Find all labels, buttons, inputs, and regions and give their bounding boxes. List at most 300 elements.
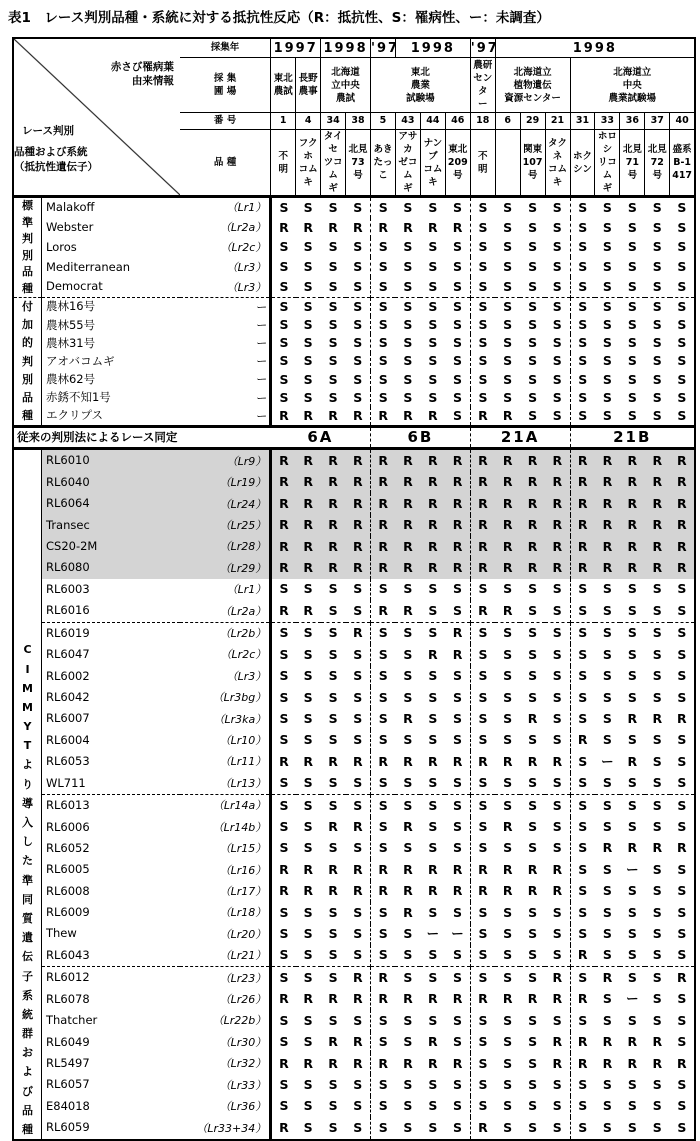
reaction-cell: S	[677, 581, 687, 597]
reaction-cell: S	[528, 732, 538, 748]
reaction-cell: R	[570, 449, 595, 472]
reaction-cell: R	[328, 861, 338, 877]
reaction-cell: S	[503, 371, 513, 387]
year-cell: '97	[470, 38, 495, 58]
reaction-cell: S	[470, 622, 495, 644]
reaction-cell: R	[652, 710, 663, 726]
table-row	[13, 472, 695, 493]
reaction-cell: S	[528, 389, 538, 405]
reaction-cell: R	[652, 1055, 663, 1071]
reaction-cell: R	[545, 967, 570, 989]
reaction-cell: S	[602, 883, 612, 899]
reaction-cell: S	[346, 334, 371, 352]
resistance-gene: （Lr13）	[180, 773, 271, 795]
variety-cell: フクホ コムキ	[296, 130, 321, 197]
reaction-cell: R	[428, 753, 438, 769]
reaction-cell: S	[328, 581, 338, 597]
reaction-cell: S	[303, 353, 313, 369]
reaction-cell: S	[395, 795, 420, 817]
group-label: 付 加 的 判 別 品 種	[13, 298, 41, 427]
reaction-cell: R	[303, 861, 313, 877]
reaction-cell: S	[578, 389, 588, 405]
reaction-cell: S	[578, 1012, 588, 1028]
reaction-cell: S	[677, 219, 687, 235]
reaction-cell: S	[279, 1012, 289, 1028]
reaction-cell: R	[527, 991, 538, 1007]
reaction-cell: S	[371, 622, 396, 644]
reaction-cell: S	[428, 1119, 438, 1135]
variety-cell: ナンブ コムキ	[420, 130, 445, 197]
reaction-cell: S	[378, 646, 388, 662]
reaction-cell: S	[578, 861, 588, 877]
table-row	[13, 773, 695, 795]
variety-cell: 北見 73 号	[346, 130, 371, 197]
reaction-cell: S	[445, 1032, 470, 1053]
resistance-gene: （Lr3ka）	[180, 708, 271, 729]
reaction-cell: S	[627, 407, 637, 423]
reaction-cell: S	[503, 259, 513, 275]
reaction-cell: S	[403, 732, 413, 748]
reaction-cell: S	[378, 581, 388, 597]
reaction-cell: S	[627, 335, 637, 351]
table-row	[13, 644, 695, 665]
reaction-cell: R	[296, 536, 321, 557]
table-row	[13, 579, 695, 600]
cultivar-name: RL6003	[45, 581, 90, 596]
reaction-cell: R	[645, 493, 670, 514]
reaction-cell: R	[328, 883, 338, 899]
reaction-cell: R	[403, 219, 413, 235]
reaction-cell: R	[502, 883, 513, 899]
reaction-cell: R	[652, 1034, 663, 1050]
reaction-cell: R	[627, 753, 638, 769]
reaction-cell: S	[545, 600, 570, 622]
reaction-cell: S	[578, 668, 588, 684]
reaction-cell: R	[346, 515, 371, 536]
resistance-gene: （Lr3）	[180, 666, 271, 687]
reaction-cell: S	[403, 1012, 413, 1028]
reaction-cell: S	[346, 924, 371, 945]
reaction-cell: S	[395, 298, 420, 317]
reaction-cell: S	[677, 819, 687, 835]
reaction-cell: S	[602, 668, 612, 684]
reaction-cell: S	[602, 947, 612, 963]
reaction-cell: S	[602, 775, 612, 791]
race-cell: 21A	[470, 427, 570, 449]
reaction-cell: S	[445, 407, 470, 427]
cultivar-name: アオバコムギ	[45, 353, 115, 368]
resistance-gene: （Lr15）	[180, 838, 271, 859]
reaction-cell: S	[328, 1119, 338, 1135]
resistance-gene: （Lr2c）	[180, 644, 271, 665]
table-row	[13, 989, 695, 1010]
years-row	[13, 38, 695, 58]
reaction-cell: R	[271, 558, 296, 579]
reaction-cell: R	[502, 602, 513, 618]
cultivar-name: 赤銹不知1号	[45, 390, 111, 405]
reaction-cell: R	[445, 218, 470, 238]
reaction-cell: R	[271, 449, 296, 472]
reaction-cell: S	[645, 967, 670, 989]
reaction-cell: S	[420, 967, 445, 989]
reaction-cell: S	[503, 710, 513, 726]
reaction-cell: S	[545, 389, 570, 407]
cultivar-name: RL6080	[41, 558, 179, 579]
reaction-cell: S	[445, 817, 470, 838]
reaction-cell: S	[503, 947, 513, 963]
reaction-cell: S	[578, 602, 588, 618]
reaction-cell: S	[528, 775, 538, 791]
reaction-cell: S	[652, 753, 662, 769]
reaction-cell: S	[677, 371, 687, 387]
number-cell: 38	[346, 113, 371, 130]
reaction-cell: S	[602, 904, 612, 920]
reaction-cell: R	[321, 515, 346, 536]
reaction-cell: R	[346, 558, 371, 579]
reaction-cell: S	[303, 925, 313, 941]
reaction-cell: S	[328, 1012, 338, 1028]
race-cell: 6B	[371, 427, 471, 449]
reaction-cell: S	[279, 259, 289, 275]
reaction-cell: S	[677, 1034, 687, 1050]
cultivar-name: Mediterranean	[45, 259, 131, 274]
reaction-cell: R	[279, 861, 289, 877]
reaction-cell: R	[502, 991, 513, 1007]
reaction-cell: R	[470, 449, 495, 472]
reaction-cell: R	[403, 753, 413, 769]
reaction-cell: S	[346, 298, 371, 317]
reaction-cell: S	[303, 259, 313, 275]
reaction-cell: R	[670, 449, 695, 472]
reaction-cell: R	[570, 536, 595, 557]
cultivar-name: RL6078	[45, 991, 90, 1006]
table-row	[13, 493, 695, 514]
reaction-cell: R	[346, 449, 371, 472]
reaction-cell: S	[677, 689, 687, 705]
table-row	[13, 257, 695, 277]
reaction-cell: S	[478, 819, 488, 835]
reaction-cell: S	[328, 259, 338, 275]
reaction-cell: R	[378, 991, 389, 1007]
resistance-gene: （Lr24）	[180, 493, 271, 514]
site-cell: 東北 農業 試験場	[371, 58, 471, 113]
reaction-cell: S	[677, 602, 687, 618]
table-caption: 表1 レース判別品種・系統に対する抵抗性反応（R：抵抗性、S：罹病性、ー：未調査）	[8, 10, 550, 26]
reaction-cell: S	[445, 371, 470, 389]
cultivar-name: RL6013	[41, 795, 179, 817]
reaction-cell: ー	[426, 925, 440, 941]
reaction-cell: R	[296, 472, 321, 493]
reaction-cell: R	[279, 407, 289, 423]
table-row	[13, 1117, 695, 1140]
reaction-cell: S	[378, 689, 388, 705]
reaction-cell: S	[279, 371, 289, 387]
reaction-cell: S	[428, 335, 438, 351]
reaction-cell: S	[652, 389, 662, 405]
cultivar-name: WL711	[45, 775, 86, 790]
reaction-cell: R	[279, 1055, 289, 1071]
reaction-cell: R	[645, 558, 670, 579]
reaction-cell: S	[346, 197, 371, 218]
resistance-gene: （Lr29）	[180, 558, 271, 579]
reaction-cell: R	[371, 515, 396, 536]
reaction-cell: S	[677, 646, 687, 662]
reaction-cell: S	[520, 795, 545, 817]
variety-cell: タクネ コムキ	[545, 130, 570, 197]
table-row	[13, 277, 695, 297]
reaction-cell: S	[328, 732, 338, 748]
reaction-cell: R	[495, 536, 520, 557]
reaction-cell: S	[303, 1076, 313, 1092]
reaction-cell: R	[346, 472, 371, 493]
reaction-cell: S	[528, 278, 538, 294]
reaction-cell: R	[403, 1055, 413, 1071]
reaction-cell: S	[528, 840, 538, 856]
reaction-cell: S	[346, 1074, 371, 1095]
reaction-cell: S	[445, 945, 470, 967]
cultivar-name: RL6002	[45, 668, 90, 683]
resistance-gene: ー	[180, 298, 271, 317]
reaction-cell: S	[428, 819, 438, 835]
reaction-cell: S	[627, 219, 637, 235]
reaction-cell: R	[520, 536, 545, 557]
table-row	[13, 945, 695, 967]
reaction-cell: S	[478, 353, 488, 369]
reaction-cell: S	[378, 1012, 388, 1028]
variety-label: 品 種	[180, 130, 271, 197]
reaction-cell: S	[627, 947, 637, 963]
table-row	[13, 449, 695, 472]
reaction-cell: R	[428, 861, 438, 877]
reaction-cell: S	[378, 389, 388, 405]
reaction-cell: R	[303, 407, 313, 423]
reaction-cell: R	[545, 1032, 570, 1053]
reaction-cell: S	[495, 795, 520, 817]
reaction-cell: S	[570, 197, 595, 218]
reaction-cell: S	[378, 1076, 388, 1092]
reaction-cell: S	[279, 1076, 289, 1092]
reaction-cell: S	[652, 1076, 662, 1092]
resistance-gene: ー	[180, 316, 271, 334]
reaction-cell: S	[528, 947, 538, 963]
reaction-cell: S	[403, 371, 413, 387]
reaction-cell: S	[545, 334, 570, 352]
reaction-cell: R	[378, 1055, 389, 1071]
reaction-cell: S	[303, 335, 313, 351]
reaction-cell: S	[428, 904, 438, 920]
cultivar-name: RL6064	[41, 493, 179, 514]
number-cell: 34	[321, 113, 346, 130]
reaction-cell: S	[520, 197, 545, 218]
resistance-gene: （Lr14b）	[180, 817, 271, 838]
reaction-cell: R	[495, 558, 520, 579]
resistance-gene: （Lr30）	[180, 1032, 271, 1053]
reaction-cell: R	[371, 967, 396, 989]
reaction-cell: S	[602, 259, 612, 275]
reaction-cell: S	[578, 407, 588, 423]
reaction-cell: S	[602, 389, 612, 405]
reaction-cell: R	[595, 558, 620, 579]
reaction-cell: R	[527, 883, 538, 899]
reaction-cell: S	[520, 298, 545, 317]
reaction-cell: R	[403, 904, 413, 920]
reaction-cell: S	[602, 646, 612, 662]
reaction-cell: R	[478, 602, 488, 618]
reaction-cell: S	[303, 581, 313, 597]
reaction-cell: S	[652, 1012, 662, 1028]
resistance-gene: （Lr1）	[180, 579, 271, 600]
reaction-cell: S	[503, 1119, 513, 1135]
reaction-cell: R	[321, 493, 346, 514]
reaction-cell: S	[321, 298, 346, 317]
reaction-cell: S	[602, 710, 612, 726]
reaction-cell: S	[428, 775, 438, 791]
variety-cell: アサカ ゼコム ギ	[395, 130, 420, 197]
reaction-cell: S	[652, 925, 662, 941]
reaction-cell: S	[652, 602, 662, 618]
resistance-gene: （Lr9）	[180, 449, 271, 472]
reaction-cell: R	[545, 536, 570, 557]
reaction-cell: S	[677, 991, 687, 1007]
reaction-cell: S	[328, 389, 338, 405]
reaction-cell: R	[470, 536, 495, 557]
reaction-cell: S	[279, 710, 289, 726]
reaction-cell: ー	[601, 753, 614, 769]
reaction-cell: S	[570, 795, 595, 817]
reaction-cell: S	[420, 298, 445, 317]
resistance-gene: （Lr23）	[180, 967, 271, 989]
reaction-cell: S	[652, 335, 662, 351]
reaction-cell: S	[677, 904, 687, 920]
reaction-cell: S	[503, 219, 513, 235]
variety-cell: 不 明	[470, 130, 495, 197]
reaction-cell: S	[403, 259, 413, 275]
resistance-gene: （Lr36）	[180, 1096, 271, 1117]
reaction-cell: R	[502, 407, 513, 423]
reaction-cell: R	[346, 1032, 371, 1053]
resistance-gene: （Lr16）	[180, 859, 271, 880]
reaction-cell: R	[645, 449, 670, 472]
reaction-cell: S	[403, 317, 413, 333]
resistance-gene: （Lr25）	[180, 515, 271, 536]
reaction-cell: S	[478, 775, 488, 791]
reaction-cell: R	[627, 1055, 638, 1071]
reaction-cell: S	[602, 353, 612, 369]
reaction-cell: S	[279, 278, 289, 294]
reaction-cell: R	[677, 710, 687, 726]
reaction-cell: R	[445, 558, 470, 579]
reaction-cell: S	[378, 259, 388, 275]
reaction-cell: R	[279, 1119, 289, 1135]
reaction-cell: S	[328, 371, 338, 387]
reaction-cell: S	[279, 581, 289, 597]
reaction-cell: S	[495, 967, 520, 989]
reaction-cell: S	[545, 316, 570, 334]
table-row	[13, 687, 695, 708]
reaction-cell: S	[346, 353, 371, 371]
reaction-cell: R	[303, 991, 313, 1007]
reaction-cell: S	[652, 991, 662, 1007]
number-cell: 6	[495, 113, 520, 130]
reaction-cell: S	[627, 1076, 637, 1092]
reaction-cell: S	[428, 389, 438, 405]
reaction-cell: S	[677, 861, 687, 877]
reaction-cell: S	[652, 689, 662, 705]
race-identification-label: 従来の判別法によるレース同定	[13, 427, 271, 449]
reaction-cell: S	[652, 581, 662, 597]
reaction-cell: R	[271, 536, 296, 557]
reaction-cell: R	[279, 991, 289, 1007]
reaction-cell: S	[478, 646, 488, 662]
reaction-cell: S	[279, 335, 289, 351]
reaction-cell: S	[279, 389, 289, 405]
reaction-cell: S	[428, 602, 438, 618]
reaction-cell: S	[478, 732, 488, 748]
reaction-cell: S	[545, 687, 570, 708]
reaction-cell: R	[346, 622, 371, 644]
reaction-cell: S	[403, 775, 413, 791]
reaction-cell: S	[652, 239, 662, 255]
reaction-cell: S	[652, 278, 662, 294]
reaction-cell: S	[528, 925, 538, 941]
reaction-cell: R	[346, 817, 371, 838]
reaction-cell: S	[478, 925, 488, 941]
reaction-cell: S	[428, 278, 438, 294]
reaction-cell: S	[503, 335, 513, 351]
reaction-cell: S	[602, 1076, 612, 1092]
reaction-cell: S	[428, 259, 438, 275]
reaction-cell: R	[271, 515, 296, 536]
reaction-cell: S	[627, 317, 637, 333]
site-cell: 北海道 立中央 農試	[321, 58, 371, 113]
reaction-cell: R	[470, 515, 495, 536]
reaction-cell: S	[478, 947, 488, 963]
reaction-cell: S	[428, 1076, 438, 1092]
number-cell: 5	[371, 113, 396, 130]
reaction-cell: S	[296, 197, 321, 218]
reaction-cell: S	[627, 775, 637, 791]
reaction-cell: S	[652, 259, 662, 275]
reaction-cell: S	[346, 371, 371, 389]
reaction-cell: R	[303, 219, 313, 235]
reaction-cell: R	[346, 407, 371, 427]
reaction-cell: S	[528, 1055, 538, 1071]
cultivar-name: Thatcher	[45, 1013, 98, 1028]
reaction-cell: S	[328, 947, 338, 963]
race-cell: 21B	[570, 427, 695, 449]
reaction-cell: S	[445, 795, 470, 817]
reaction-cell: S	[677, 1119, 687, 1135]
reaction-cell: S	[578, 646, 588, 662]
reaction-cell: R	[577, 732, 588, 748]
reaction-cell: S	[503, 732, 513, 748]
table-row	[13, 316, 695, 334]
reaction-cell: R	[279, 883, 289, 899]
reaction-cell: S	[478, 668, 488, 684]
reaction-cell: R	[495, 449, 520, 472]
reaction-cell: S	[445, 1117, 470, 1140]
table-row	[13, 558, 695, 579]
number-cell: 43	[395, 113, 420, 130]
reaction-cell: S	[279, 775, 289, 791]
reaction-cell: S	[495, 622, 520, 644]
reaction-cell: S	[578, 883, 588, 899]
reaction-cell: S	[478, 689, 488, 705]
reaction-cell: R	[445, 644, 470, 665]
site-cell: 北海道立 中央 農業試験場	[570, 58, 695, 113]
reaction-cell: R	[620, 449, 645, 472]
table-row	[13, 666, 695, 687]
